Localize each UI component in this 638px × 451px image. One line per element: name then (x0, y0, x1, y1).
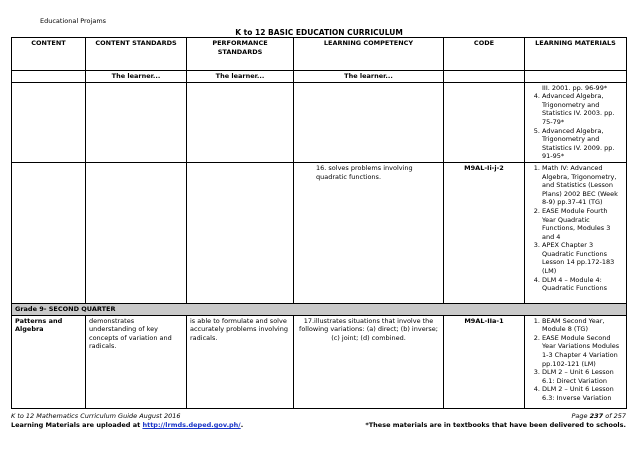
footer-page-number (571, 412, 626, 420)
col-header-code: CODE (444, 38, 525, 71)
learning-materials-cell (525, 315, 627, 408)
document-title: K to 12 BASIC EDUCATION CURRICULUM (235, 28, 403, 37)
col-header-learning-competency: LEARNING COMPETENCY (294, 38, 444, 71)
list-item: 4. DLM 2 – Unit 6 Lesson 6.3: Inverse Variation (542, 385, 623, 402)
subheader-learner: The learner... (187, 71, 294, 83)
performance-standard-cell: is able to formulate and solve accurately problems involving radicals. (187, 315, 294, 408)
col-header-learning-materials: LEARNING MATERIALS (525, 38, 627, 71)
materials-list (528, 164, 623, 293)
list-item: 1. Math IV: Advanced Algebra, Trigonometry, and Statistics (Lesson Plans) 2002 BEC (Week 8-9) pp.37-41 (TG) (542, 164, 623, 207)
materials-list (528, 92, 623, 161)
upload-note-text: Learning Materials are uploaded at (11, 421, 141, 429)
table-row (12, 162, 627, 303)
list-item: 1. BEAM Second Year, Module 8 (TG) (542, 317, 623, 334)
table-row (12, 315, 627, 408)
page-total: of 257 (605, 412, 626, 420)
content-cell: Patterns and Algebra (12, 315, 86, 408)
quarter-row (12, 303, 627, 315)
list-item: 2. EASE Module Fourth Year Quadratic Functions, Modules 3 and 4 (542, 207, 623, 241)
list-item: 4. DLM 4 – Module 4: Quadratic Functions (542, 276, 623, 293)
learning-competency-cell: 16. solves problems involving quadratic functions. (294, 162, 444, 303)
col-header-content-standards: CONTENT STANDARDS (86, 38, 187, 71)
code-cell: M9AL-Ii-j-2 (444, 162, 525, 303)
lrmds-link[interactable]: http://lrmds.deped.gov.ph/ (142, 421, 241, 429)
header-watermark: Educational Projams (40, 17, 107, 25)
code-cell: M9AL-IIa-1 (444, 315, 525, 408)
list-item: 2. EASE Module Second Year Variations Modules 1-3 Chapter 4 Variation pp.102-121 (LM) (542, 334, 623, 368)
table-subheader-row (12, 71, 627, 83)
footer-textbook-note: *These materials are in textbooks that have been delivered to schools. (365, 421, 626, 429)
learning-materials-cell (525, 162, 627, 303)
learning-materials-cell (525, 82, 627, 162)
learning-competency-cell: 17.illustrates situations that involve the following variations: (a) direct; (b) inverse; (c) joint; (d) combined. (294, 315, 444, 408)
materials-list (528, 317, 623, 403)
quarter-label: Grade 9- SECOND QUARTER (12, 303, 627, 315)
footer-upload-note (11, 421, 243, 429)
list-item: III. 2001. pp. 96-99* (542, 83, 608, 92)
upload-note-suffix: . (240, 421, 244, 429)
list-item: 5. Advanced Algebra, Trigonometry and Statistics IV. 2009. pp. 91-95* (542, 127, 623, 161)
footer-guide-name: K to 12 Mathematics Curriculum Guide August 2016 (11, 412, 181, 420)
col-header-content: CONTENT (12, 38, 86, 71)
curriculum-table (11, 37, 627, 409)
content-standard-cell: demonstrates understanding of key concepts of variation and radicals. (86, 315, 187, 408)
list-item: 3. APEX Chapter 3 Quadratic Functions Lesson 14 pp.172-183 (LM) (542, 241, 623, 275)
table-row (12, 82, 627, 162)
list-item: 3. DLM 2 – Unit 6 Lesson 6.1: Direct Variation (542, 368, 623, 385)
list-item: 4. Advanced Algebra, Trigonometry and Statistics IV. 2003. pp. 75-79* (542, 92, 623, 126)
page-prefix: Page (571, 412, 588, 420)
col-header-performance-standards: PERFORMANCE STANDARDS (187, 38, 294, 71)
table-header-row (12, 38, 627, 71)
page-current: 237 (589, 412, 604, 420)
subheader-learner: The learner... (86, 71, 187, 83)
subheader-learner: The learner... (294, 71, 444, 83)
